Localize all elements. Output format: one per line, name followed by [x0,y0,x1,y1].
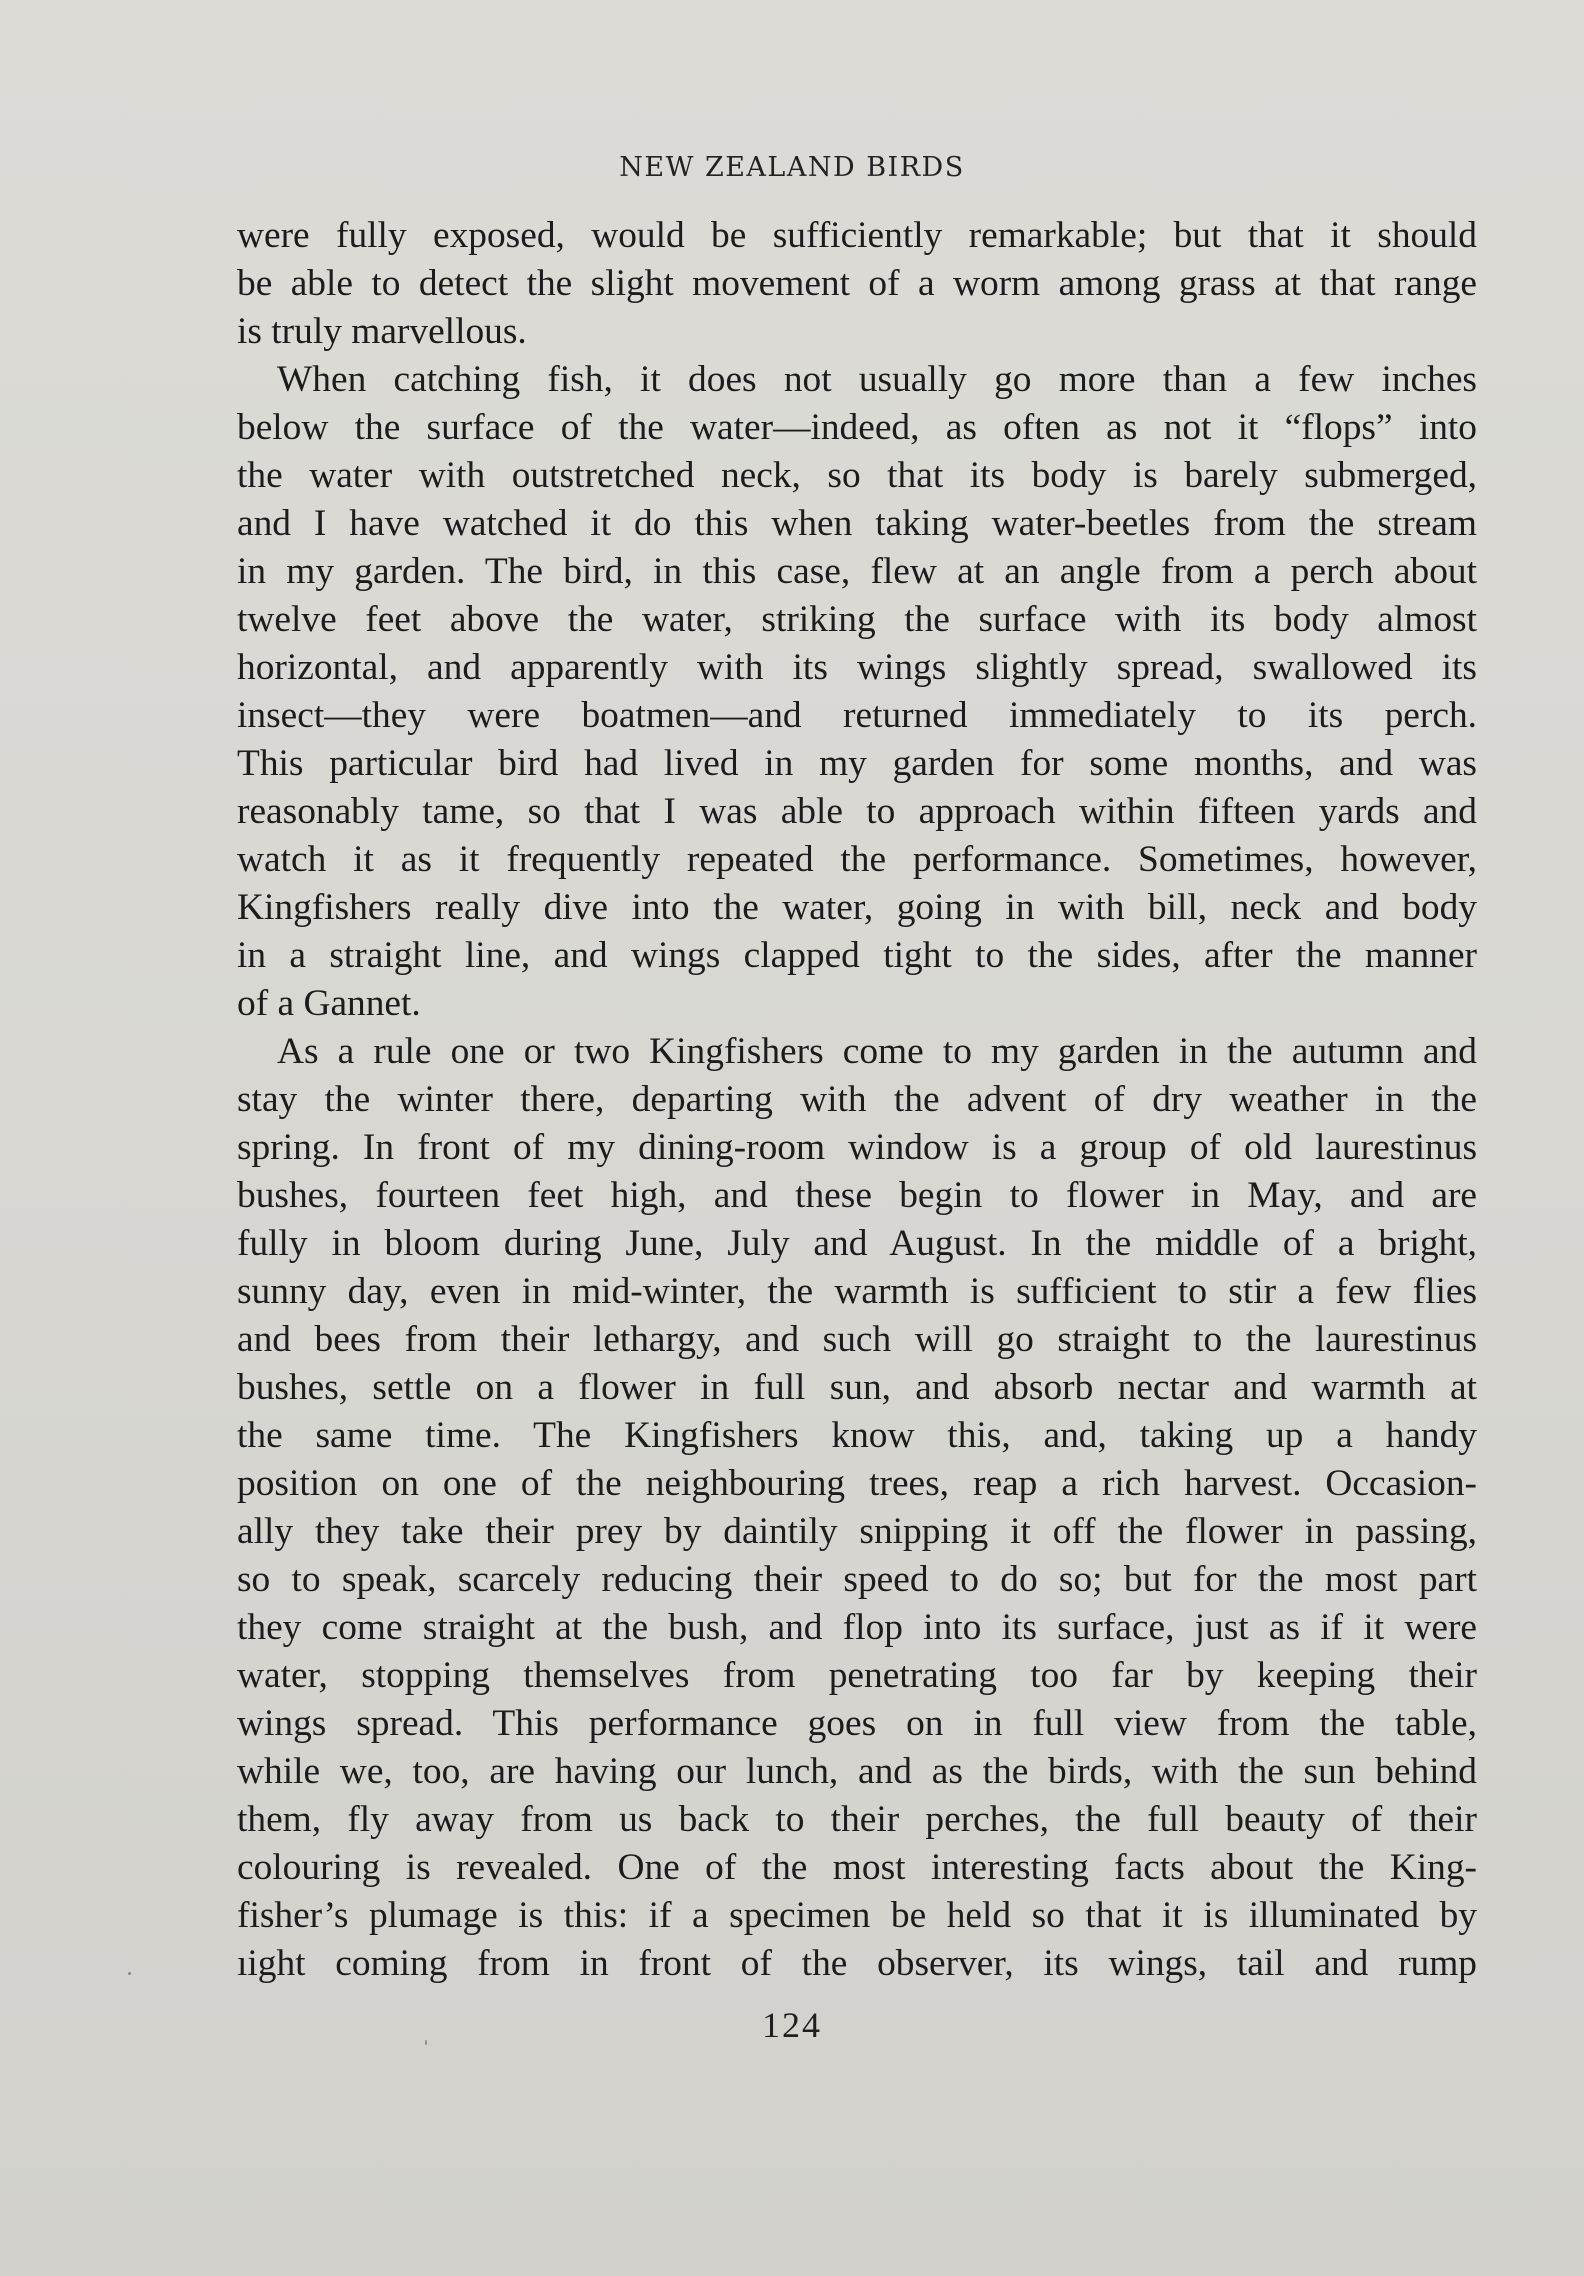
text-line: wings spread. This performance goes on in full view from the table, [237,1703,1477,1744]
text-line: stay the winter there, departing with the advent of dry weather in the [237,1079,1477,1120]
paragraph-first-line: As a rule one or two Kingfishers come to my garden in the autumn and [277,1031,1477,1072]
text-line: them, fly away from us back to their perches, the full beauty of their [237,1799,1477,1840]
paper-speck [425,2040,427,2045]
text-line: be able to detect the slight movement of a worm among grass at that range [237,263,1477,304]
paper-speck [128,1972,131,1975]
text-line: position on one of the neighbouring trees, reap a rich harvest. Occasion- [237,1463,1477,1504]
text-line: water, stopping themselves from penetrating too far by keeping their [237,1655,1477,1696]
text-line: horizontal, and apparently with its wings slightly spread, swallowed its [237,647,1477,688]
running-head: NEW ZEALAND BIRDS [619,152,965,183]
text-line: spring. In front of my dining-room window is a group of old laurestinus [237,1127,1477,1168]
text-line: ally they take their prey by daintily snipping it off the flower in passing, [237,1511,1477,1552]
text-line: while we, too, are having our lunch, and as the birds, with the sun behind [237,1751,1477,1792]
text-line: below the surface of the water—indeed, as often as not it “flops” into [237,407,1477,448]
text-line: the water with outstretched neck, so that its body is barely submerged, [237,455,1477,496]
text-line: ıight coming from in front of the observer, its wings, tail and rump [237,1943,1477,1984]
text-line: watch it as it frequently repeated the performance. Sometimes, however, [237,839,1477,880]
text-line: fully in bloom during June, July and August. In the middle of a bright, [237,1223,1477,1264]
text-line: sunny day, even in mid-winter, the warmth is sufficient to stir a few flies [237,1271,1477,1312]
text-line: is truly marvellous. [237,311,527,352]
page-number: 124 [762,2005,822,2045]
text-line: the same time. The Kingfishers know this, and, taking up a handy [237,1415,1477,1456]
text-line: twelve feet above the water, striking the surface with its body almost [237,599,1477,640]
text-line: and bees from their lethargy, and such will go straight to the laurestinus [237,1319,1477,1360]
body-text [237,212,1477,1988]
text-line: insect—they were boatmen—and returned immediately to its perch. [237,695,1477,736]
text-line: fisher’s plumage is this: if a specimen be held so that it is illuminated by [237,1895,1477,1936]
text-line: in a straight line, and wings clapped tight to the sides, after the manner [237,935,1477,976]
text-line: reasonably tame, so that I was able to approach within fifteen yards and [237,791,1477,832]
text-line: Kingfishers really dive into the water, going in with bill, neck and body [237,887,1477,928]
text-line: so to speak, scarcely reducing their speed to do so; but for the most part [237,1559,1477,1600]
text-line: and I have watched it do this when taking water-beetles from the stream [237,503,1477,544]
text-line: bushes, settle on a flower in full sun, and absorb nectar and warmth at [237,1367,1477,1408]
text-line: colouring is revealed. One of the most interesting facts about the King- [237,1847,1477,1888]
text-line: were fully exposed, would be sufficiently remarkable; but that it should [237,215,1477,256]
text-line: in my garden. The bird, in this case, flew at an angle from a perch about [237,551,1477,592]
text-line: of a Gannet. [237,983,421,1024]
text-line: they come straight at the bush, and flop into its surface, just as if it were [237,1607,1477,1648]
text-line: This particular bird had lived in my garden for some months, and was [237,743,1477,784]
paragraph-first-line: When catching fish, it does not usually go more than a few inches [277,359,1477,400]
text-line: bushes, fourteen feet high, and these begin to flower in May, and are [237,1175,1477,1216]
